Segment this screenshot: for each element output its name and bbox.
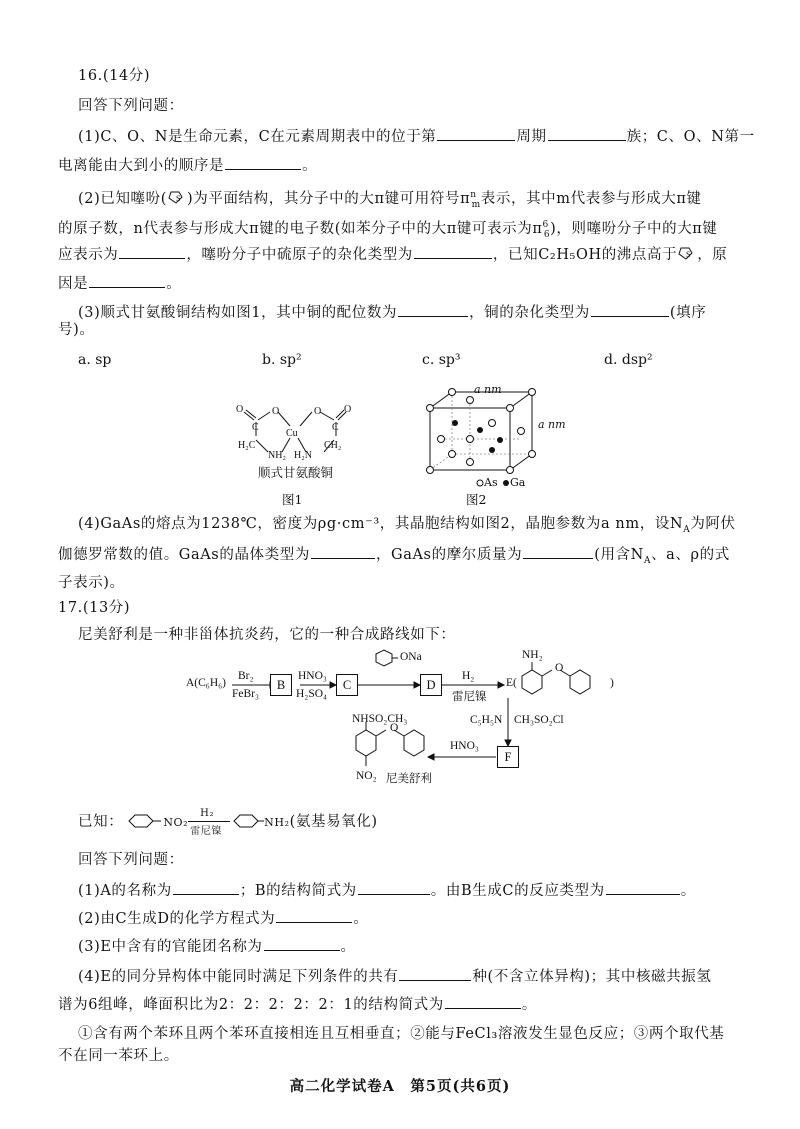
option-c: c. sp³ <box>422 352 461 368</box>
route-r2-top: HNO₃ <box>298 670 327 682</box>
q16-part3-line1 <box>78 302 706 323</box>
route-E-close: ) <box>610 677 614 689</box>
q17-conditions-line1: ①含有两个苯环且两个苯环直接相连且互相垂直；②能与FeCl₃溶液发生显色反应；③两个取代基 <box>78 1026 725 1042</box>
figure2-top-label: a nm <box>474 383 502 396</box>
text: (4)GaAs的熔点为1238℃，密度为ρg·cm⁻³，其晶胞结构如图2，晶胞参数为a nm，设N <box>78 516 684 532</box>
svg-text:S: S <box>686 250 692 259</box>
answer-blank[interactable] <box>437 126 515 141</box>
route-A: A(C₆H₆) <box>186 677 226 689</box>
q17-intro: 尼美舒利是一种非甾体抗炎药，它的一种合成路线如下： <box>78 627 456 643</box>
answer-blank[interactable] <box>398 302 468 317</box>
text: H₂ <box>200 808 215 819</box>
route-prod-name: 尼美舒利 <box>386 773 432 785</box>
route-E-o: O <box>555 662 564 674</box>
text: (3)E中含有的官能团名称为 <box>78 939 263 955</box>
route-box-B: B <box>270 674 292 696</box>
answer-blank[interactable] <box>276 908 352 923</box>
q17-header: 17.(13分) <box>58 600 131 616</box>
q16-part2-line3 <box>58 244 727 265</box>
answer-blank[interactable] <box>399 966 471 981</box>
text: 族；C、O、N第一 <box>626 129 755 145</box>
answer-blank[interactable] <box>119 244 185 259</box>
text: NH₂ <box>264 816 290 829</box>
text: (2)已知噻吩( <box>78 190 167 207</box>
answer-blank[interactable] <box>523 544 593 559</box>
text: 为阿伏 <box>690 516 736 532</box>
text: 电离能由大到小的顺序是 <box>58 158 225 174</box>
sub: m <box>471 199 481 210</box>
route-r5-right: CH₃SO₂Cl <box>514 714 564 726</box>
text: (氨基易氧化) <box>289 814 378 830</box>
q16-part4-line3: 子表示)。 <box>58 575 125 591</box>
figure1-caption: 图1 <box>282 492 303 507</box>
text: 。 <box>302 158 318 174</box>
text: )，则噻吩分子中的大π键 <box>550 220 718 237</box>
svg-text:H₂C: H₂C <box>238 440 256 451</box>
route-E: E( <box>506 677 517 689</box>
option-a: a. sp <box>78 352 112 368</box>
q17-part2 <box>78 908 368 929</box>
q16-part4-line2 <box>58 544 730 571</box>
text: ，原 <box>697 247 728 263</box>
text: 雷尼镍 <box>190 826 222 837</box>
q17-conditions-line2: 不在同一苯环上。 <box>58 1048 179 1064</box>
text: 。 <box>340 939 356 955</box>
text: (2)由C生成D的化学方程式为 <box>78 911 276 927</box>
sup: 6 <box>542 220 549 230</box>
option-d: d. dsp² <box>604 352 653 368</box>
figure2-legend-as: As <box>484 476 498 489</box>
route-E-nh2: NH₂ <box>522 649 543 661</box>
text: ，已知C₂H₅OH的沸点高于 <box>492 247 678 263</box>
answer-blank[interactable] <box>358 880 430 895</box>
answer-blank[interactable] <box>89 273 165 288</box>
svg-text:O: O <box>344 404 352 415</box>
route-box-D: D <box>420 674 442 696</box>
text: 周期 <box>516 129 547 145</box>
text: (1)A的名称为 <box>78 883 172 899</box>
svg-text:Cu: Cu <box>286 428 298 439</box>
text: 伽德罗常数的值。GaAs的晶体类型为 <box>58 547 310 563</box>
figure2-side-label: a nm <box>538 418 566 431</box>
known-arrow <box>188 808 232 837</box>
q16-part2-line4 <box>58 273 181 294</box>
text: 因是 <box>58 276 89 292</box>
answer-blank[interactable] <box>311 544 375 559</box>
route-r4-top: H₂ <box>462 670 475 682</box>
text: 的原子数，n代表参与形成大π键的电子数(如苯分子中的大π键可表示为π <box>58 220 543 237</box>
route-r3-top: ONa <box>400 651 422 663</box>
route-r1-bot: FeBr₃ <box>232 688 260 700</box>
answer-blank[interactable] <box>264 936 340 951</box>
svg-text:CH₂: CH₂ <box>324 440 342 451</box>
answer-blank[interactable] <box>414 244 492 259</box>
route-box-F: F <box>497 746 519 768</box>
svg-text:O: O <box>236 404 244 415</box>
text: 应表示为 <box>58 247 119 263</box>
q16-part2-line2 <box>58 215 718 245</box>
thiophene-icon <box>677 245 697 261</box>
svg-text:O: O <box>272 406 280 417</box>
route-r1-top: Br₂ <box>238 670 254 682</box>
text: 已知： <box>78 814 124 830</box>
benzene-ring-icon <box>123 813 163 829</box>
sub: A <box>683 524 691 535</box>
text: 谱为6组峰，峰面积比为2：2：2：2：2：1的结构简式为 <box>58 997 444 1013</box>
text: )为平面结构，其分子中的大π键可用符号π <box>187 190 471 207</box>
q16-header: 16.(14分) <box>78 68 151 84</box>
answer-blank[interactable] <box>225 155 301 170</box>
q17-part4-line1 <box>78 966 711 987</box>
text: (4)E的同分异构体中能同时满足下列条件的共有 <box>78 969 399 985</box>
text: 。 <box>521 997 537 1013</box>
answer-blank[interactable] <box>591 302 669 317</box>
text: ，GaAs的摩尔质量为 <box>375 547 523 563</box>
figure1-label: 顺式甘氨酸铜 <box>258 465 334 480</box>
q17-part1 <box>78 880 696 901</box>
q17-part4-line2 <box>58 994 537 1015</box>
answer-blank[interactable] <box>445 994 521 1009</box>
q16-part2-line1 <box>78 185 702 215</box>
svg-text:NH₂: NH₂ <box>268 450 286 461</box>
text: (用含N <box>594 547 644 563</box>
text: 。 <box>680 883 696 899</box>
option-b: b. sp² <box>262 352 302 368</box>
sub: A <box>643 555 652 566</box>
text: 。 <box>166 276 182 292</box>
q17-part3 <box>78 936 356 957</box>
thiophene-icon <box>167 189 187 205</box>
svg-text:C: C <box>252 422 259 433</box>
text: 种(不含立体异构)；其中核磁共振氢 <box>472 969 712 985</box>
q16-part1-line1 <box>78 126 755 147</box>
svg-text:C: C <box>332 422 339 433</box>
answer-blank[interactable] <box>548 126 626 141</box>
route-r2-bot: H₂SO₄ <box>296 688 328 700</box>
text: 、a、ρ的式 <box>651 547 730 563</box>
q17-known <box>78 808 378 837</box>
text: (1)C、O、N是生命元素，C在元素周期表中的位于第 <box>78 129 437 145</box>
route-r4-bot: 雷尼镍 <box>452 691 487 703</box>
route-prod-o: O <box>390 722 399 734</box>
svg-text:O: O <box>314 406 322 417</box>
svg-text:H₂N: H₂N <box>294 450 312 461</box>
q16-part4-line1 <box>78 514 736 540</box>
svg-text:S: S <box>176 193 182 203</box>
q16-intro: 回答下列问题： <box>78 98 184 114</box>
text: 。由B生成C的反应类型为 <box>430 883 605 899</box>
answer-blank[interactable] <box>606 880 680 895</box>
figure2-legend-ga: Ga <box>510 476 526 489</box>
route-r6-top: HNO₃ <box>450 740 479 752</box>
route-prod-bot: NO₂ <box>356 770 377 782</box>
route-prod-top: NHSO₂CH₃ <box>352 713 408 725</box>
q17-intro2: 回答下列问题： <box>78 852 184 868</box>
text: 。 <box>353 911 369 927</box>
text: NO₂ <box>163 816 189 829</box>
text: ，噻吩分子中硫原子的杂化类型为 <box>186 247 413 263</box>
text: 表示，其中m代表参与形成大π键 <box>480 190 702 207</box>
figure2-caption: 图2 <box>466 492 487 507</box>
route-r5-left: C₅H₅N <box>470 714 503 726</box>
page-footer: 高二化学试卷A 第5页(共6页) <box>289 1078 511 1095</box>
route-box-C: C <box>336 674 358 696</box>
benzene-ring-icon <box>232 813 264 829</box>
sup: n <box>470 190 477 200</box>
text: (填序 <box>669 305 707 321</box>
q16-part1-line2 <box>58 155 317 176</box>
q16-part3-line2: 号)。 <box>58 322 95 338</box>
text: (3)顺式甘氨酸铜结构如图1，其中铜的配位数为 <box>78 305 398 321</box>
answer-blank[interactable] <box>173 880 239 895</box>
text: ，铜的杂化类型为 <box>469 305 590 321</box>
sub: 6 <box>543 229 551 240</box>
text: ；B的结构简式为 <box>239 883 357 899</box>
